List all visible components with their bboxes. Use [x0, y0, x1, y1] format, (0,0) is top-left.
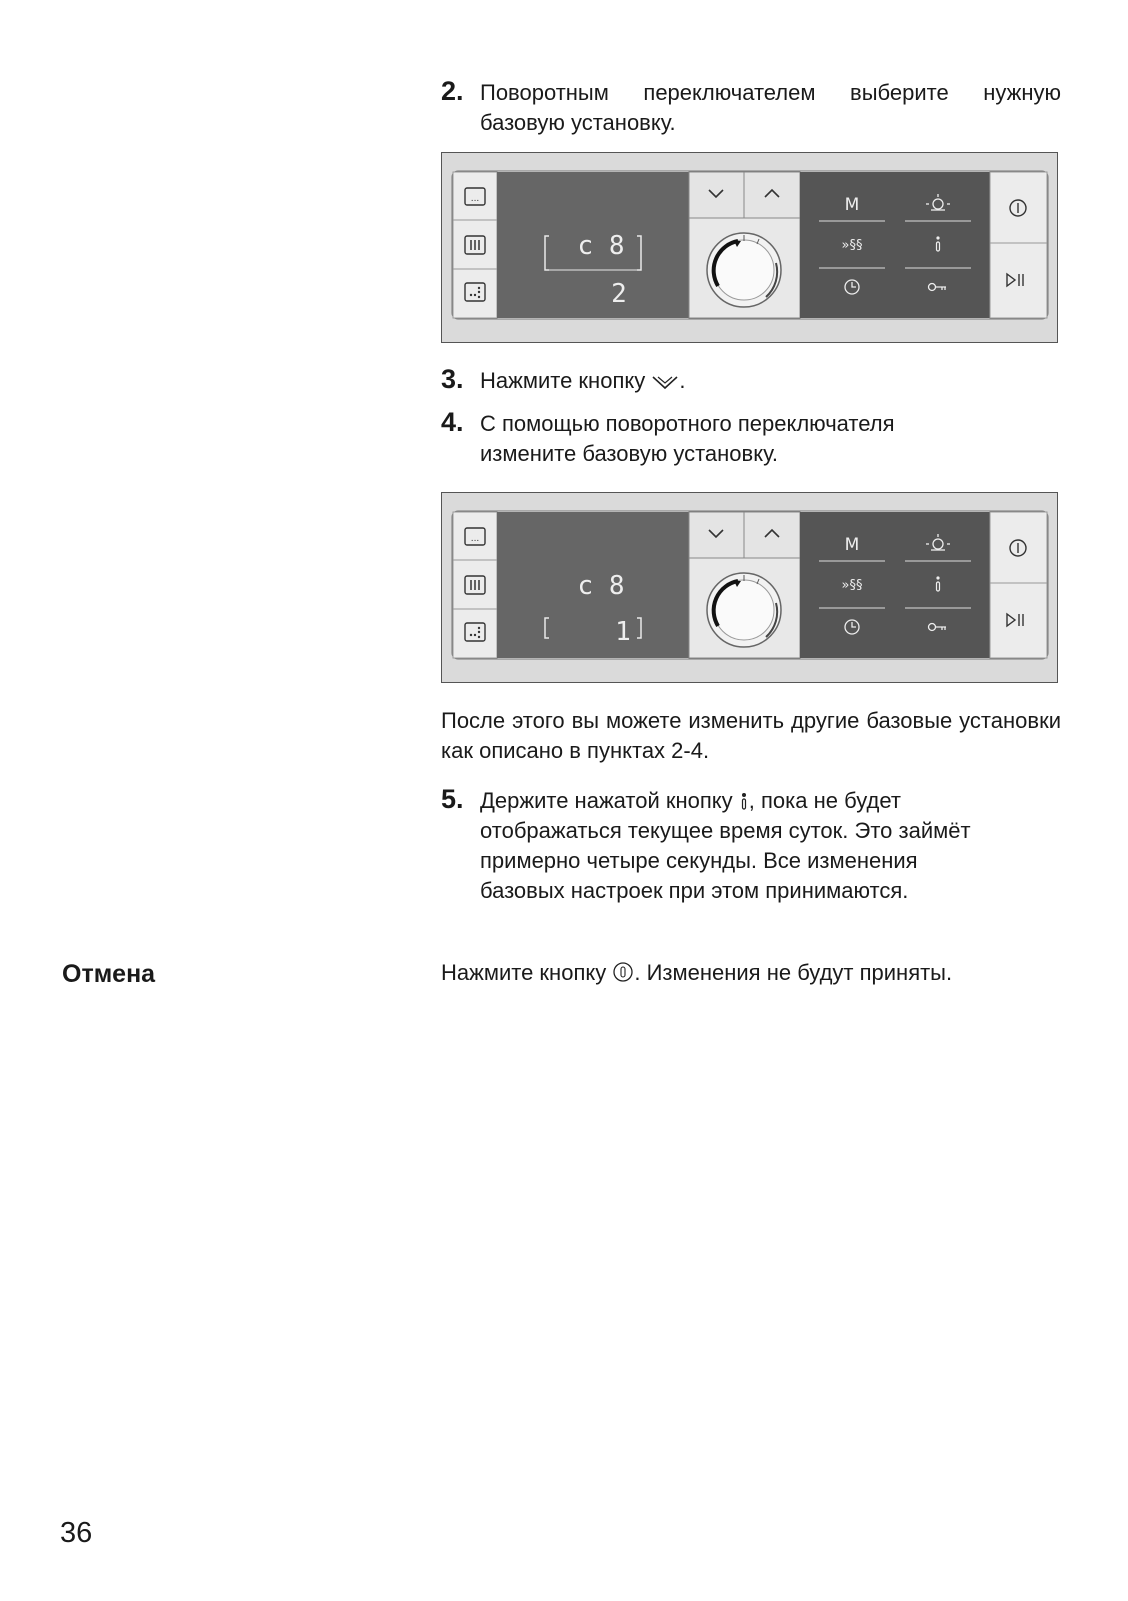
- cancel-text-before: Нажмите кнопку: [441, 960, 607, 985]
- step-number: 5.: [441, 784, 464, 814]
- cancel-heading: Отмена: [62, 960, 156, 988]
- chevron-down-icon: [651, 373, 679, 391]
- svg-text:...: ...: [470, 534, 480, 544]
- step-text: С помощью поворотного переключателя измените базовую установку.: [480, 411, 895, 466]
- step-number: 3.: [441, 364, 464, 394]
- followup-paragraph: После этого вы можете изменить другие базовые установки как описано в пунктах 2-4.: [441, 708, 1061, 763]
- step-3: [441, 366, 1061, 396]
- step-text: Поворотным переключателем выберите нужную базовую установку.: [480, 80, 1061, 135]
- display-top-value: c 8: [577, 231, 625, 261]
- power-icon: [612, 961, 634, 983]
- step-number: 2.: [441, 76, 464, 106]
- cancel-text: [441, 958, 1081, 988]
- fast-heat-icon: »§§: [841, 238, 863, 253]
- step-4: [441, 409, 1061, 469]
- step-number: 4.: [441, 407, 464, 437]
- step-text-after: .: [679, 368, 686, 393]
- info-icon: [739, 791, 749, 811]
- display-bottom-value: 1: [615, 617, 631, 647]
- control-panel-illustration-1: [441, 152, 1058, 343]
- step-2: [441, 78, 1061, 138]
- fast-heat-icon: »§§: [841, 578, 863, 593]
- step-text: [480, 786, 980, 906]
- display-bottom-value: 2: [611, 279, 627, 309]
- cancel-text-after: . Изменения не будут приняты.: [634, 960, 953, 985]
- rotary-dial: [707, 573, 781, 647]
- menu-icon: M: [844, 535, 860, 555]
- step-5: [441, 786, 1061, 906]
- step-text-before: Нажмите кнопку: [480, 368, 646, 393]
- control-panel-svg: [441, 152, 1058, 343]
- control-panel-illustration-2: [441, 492, 1058, 683]
- display-top-value: c 8: [577, 571, 625, 601]
- menu-icon: M: [844, 195, 860, 215]
- step-text-before: Держите нажатой кнопку: [480, 788, 733, 813]
- page-number: 36: [60, 1517, 93, 1549]
- svg-text:...: ...: [470, 194, 480, 204]
- rotary-dial: [707, 233, 781, 307]
- step-text-after: , пока не будет отображаться текущее время суток. Это займёт примерно четыре секунды. Все изменения базовых настроек при этом принимаются.: [480, 788, 971, 903]
- control-panel-svg: [441, 492, 1058, 683]
- step-text: [480, 366, 1061, 396]
